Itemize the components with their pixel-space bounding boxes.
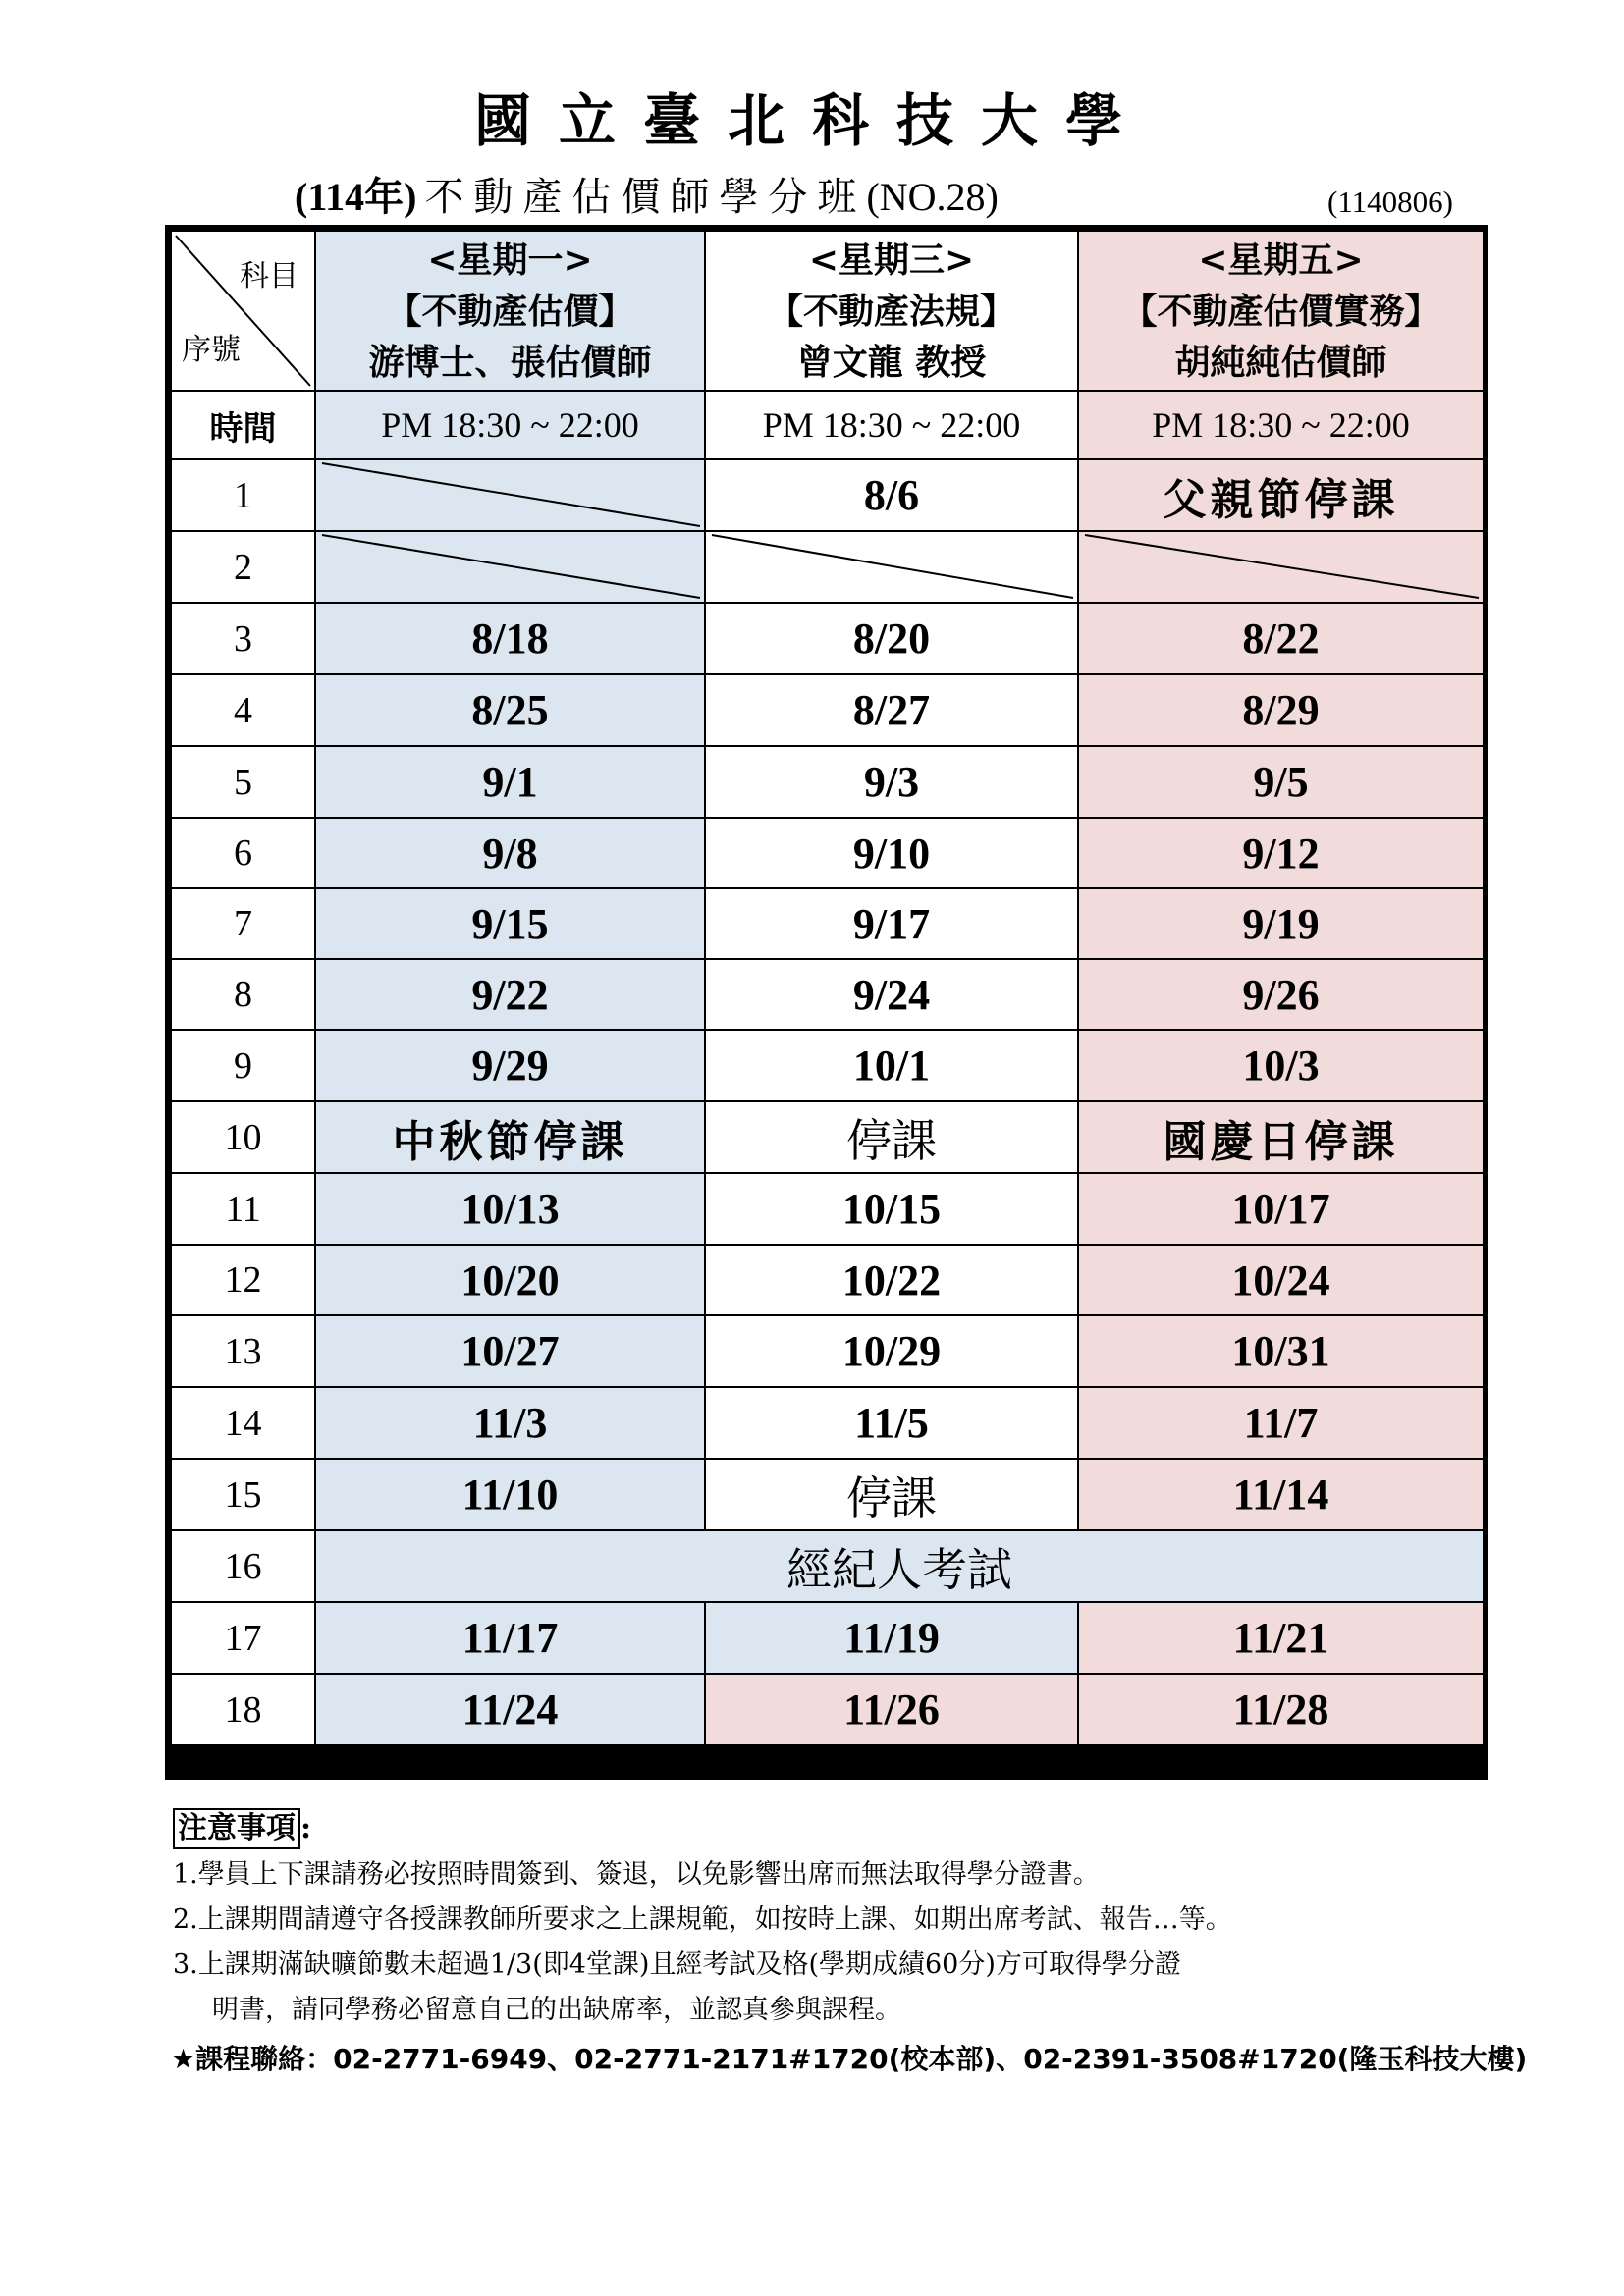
class-date-friday: 10/17 [1078,1173,1484,1245]
class-date-monday: 9/8 [315,818,705,888]
document-title: 國立臺北科技大學 [473,87,1150,154]
contact-info: ★課程聯絡：02-2771-6949、02-2771-2171#1720(校本部)、02-2391-3508#1720(隆玉科技大樓) [171,2043,1528,2075]
class-date-monday: 11/3 [315,1387,705,1459]
class-date-friday: 10/3 [1078,1030,1484,1101]
time-wednesday: PM 18:30 ~ 22:00 [705,391,1078,459]
row-sequence-number: 5 [171,746,315,818]
empty-cell-wednesday [705,531,1078,603]
merged-exam-cell: 經紀人考試 [315,1530,1484,1602]
subtitle-class-name: 不動產估價師學分班 [424,175,867,220]
class-date-wednesday: 10/22 [705,1245,1078,1315]
table-corner-header [171,231,315,391]
row-sequence-number: 11 [171,1173,315,1245]
row-sequence-number: 3 [171,603,315,674]
schedule-row [171,1387,1484,1459]
class-date-friday: 8/29 [1078,674,1484,746]
row-sequence-number: 4 [171,674,315,746]
class-date-wednesday: 9/3 [705,746,1078,818]
time-label: 時間 [171,391,315,459]
empty-cell-monday [315,459,705,531]
class-date-wednesday: 10/1 [705,1030,1078,1101]
class-note-friday: 父親節停課 [1078,459,1484,531]
class-date-friday: 9/5 [1078,746,1484,818]
class-date-monday: 10/27 [315,1315,705,1387]
class-date-friday: 8/22 [1078,603,1484,674]
class-date-wednesday: 11/5 [705,1387,1078,1459]
schedule-row [171,1245,1484,1315]
class-note-friday: 國慶日停課 [1078,1101,1484,1173]
column-course: 【不動產估價】 [386,290,634,332]
row-sequence-number: 7 [171,888,315,959]
strike-line [1079,532,1483,601]
notes-title: 注意事項 [173,1808,300,1849]
class-date-monday: 10/13 [315,1173,705,1245]
row-sequence-number: 18 [171,1674,315,1745]
row-sequence-number: 14 [171,1387,315,1459]
class-date-wednesday: 11/19 [705,1602,1078,1674]
subtitle-class-number: (NO.28) [866,175,999,219]
class-date-monday: 10/20 [315,1245,705,1315]
column-teacher: 胡純純估價師 [1174,341,1387,383]
class-date-friday: 10/31 [1078,1315,1484,1387]
class-date-wednesday: 8/27 [705,674,1078,746]
schedule-row [171,1030,1484,1101]
row-sequence-number: 9 [171,1030,315,1101]
strike-line [706,532,1077,601]
note-item: 3.上課期滿缺曠節數未超過1/3(即4堂課)且經考試及格(學期成績60分)方可取得學分證 [173,1949,1181,1980]
class-date-friday: 9/26 [1078,959,1484,1030]
schedule-table [165,225,1488,1780]
class-date-friday: 11/28 [1078,1674,1484,1745]
column-day: <星期一> [427,239,593,281]
class-date-wednesday: 10/15 [705,1173,1078,1245]
time-friday: PM 18:30 ~ 22:00 [1078,391,1484,459]
note-item: 1.學員上下課請務必按照時間簽到、簽退，以免影響出席而無法取得學分證書。 [173,1859,1100,1890]
corner-subject-label: 科目 [240,259,298,294]
strike-line [316,460,704,529]
note-item: 2.上課期間請遵守各授課教師所要求之上課規範，如按時上課、如期出席考試、報告…等。 [173,1904,1232,1935]
column-header-wednesday [705,231,1078,391]
schedule-row [171,603,1484,674]
class-date-monday: 9/29 [315,1030,705,1101]
subtitle-year: (114年) [295,175,417,219]
schedule-row [171,888,1484,959]
class-date-friday: 11/7 [1078,1387,1484,1459]
column-course: 【不動產法規】 [767,290,1015,332]
class-note-wednesday: 停課 [705,1459,1078,1530]
schedule-row [171,459,1484,531]
column-course: 【不動產估價實務】 [1121,290,1440,332]
class-date-wednesday: 9/10 [705,818,1078,888]
column-teacher: 曾文龍 教授 [796,341,987,383]
schedule-row [171,674,1484,746]
class-date-wednesday: 8/20 [705,603,1078,674]
row-sequence-number: 2 [171,531,315,603]
class-date-wednesday: 9/17 [705,888,1078,959]
column-header-friday [1078,231,1484,391]
row-sequence-number: 12 [171,1245,315,1315]
schedule-row [171,1315,1484,1387]
row-sequence-number: 6 [171,818,315,888]
class-date-friday: 11/14 [1078,1459,1484,1530]
schedule-row [171,1674,1484,1745]
class-date-monday: 9/1 [315,746,705,818]
time-monday: PM 18:30 ~ 22:00 [315,391,705,459]
class-date-monday: 9/15 [315,888,705,959]
class-date-monday: 11/10 [315,1459,705,1530]
row-sequence-number: 8 [171,959,315,1030]
note-item-continuation: 明書，請同學務必留意自己的出缺席率，並認真參與課程。 [212,1995,901,2025]
class-date-monday: 8/25 [315,674,705,746]
column-teacher: 游博士、張估價師 [368,341,652,383]
class-date-friday: 9/12 [1078,818,1484,888]
document-subtitle [295,173,999,222]
schedule-row [171,1459,1484,1530]
strike-line [316,532,704,601]
class-date-friday: 11/21 [1078,1602,1484,1674]
row-sequence-number: 15 [171,1459,315,1530]
class-date-monday: 9/22 [315,959,705,1030]
column-header-monday [315,231,705,391]
schedule-row [171,531,1484,603]
schedule-row [171,746,1484,818]
document-number: (1140806) [1327,185,1453,219]
empty-cell-friday [1078,531,1484,603]
row-sequence-number: 1 [171,459,315,531]
class-date-wednesday: 11/26 [705,1674,1078,1745]
class-date-friday: 9/19 [1078,888,1484,959]
schedule-row [171,1173,1484,1245]
empty-cell-monday [315,531,705,603]
class-date-wednesday: 8/6 [705,459,1078,531]
schedule-row [171,1530,1484,1602]
row-sequence-number: 17 [171,1602,315,1674]
column-day: <星期五> [1198,239,1364,281]
class-date-monday: 11/24 [315,1674,705,1745]
class-note-monday: 中秋節停課 [315,1101,705,1173]
class-date-friday: 10/24 [1078,1245,1484,1315]
class-date-monday: 11/17 [315,1602,705,1674]
class-date-wednesday: 9/24 [705,959,1078,1030]
schedule-row [171,1101,1484,1173]
notes-colon: : [300,1811,312,1845]
class-date-monday: 8/18 [315,603,705,674]
schedule-row [171,818,1484,888]
row-sequence-number: 13 [171,1315,315,1387]
class-note-wednesday: 停課 [705,1101,1078,1173]
row-sequence-number: 10 [171,1101,315,1173]
notes-section [173,1806,1508,2033]
column-day: <星期三> [808,239,975,281]
schedule-row [171,1602,1484,1674]
corner-sequence-label: 序號 [182,333,241,367]
class-date-wednesday: 10/29 [705,1315,1078,1387]
schedule-row [171,959,1484,1030]
row-sequence-number: 16 [171,1530,315,1602]
